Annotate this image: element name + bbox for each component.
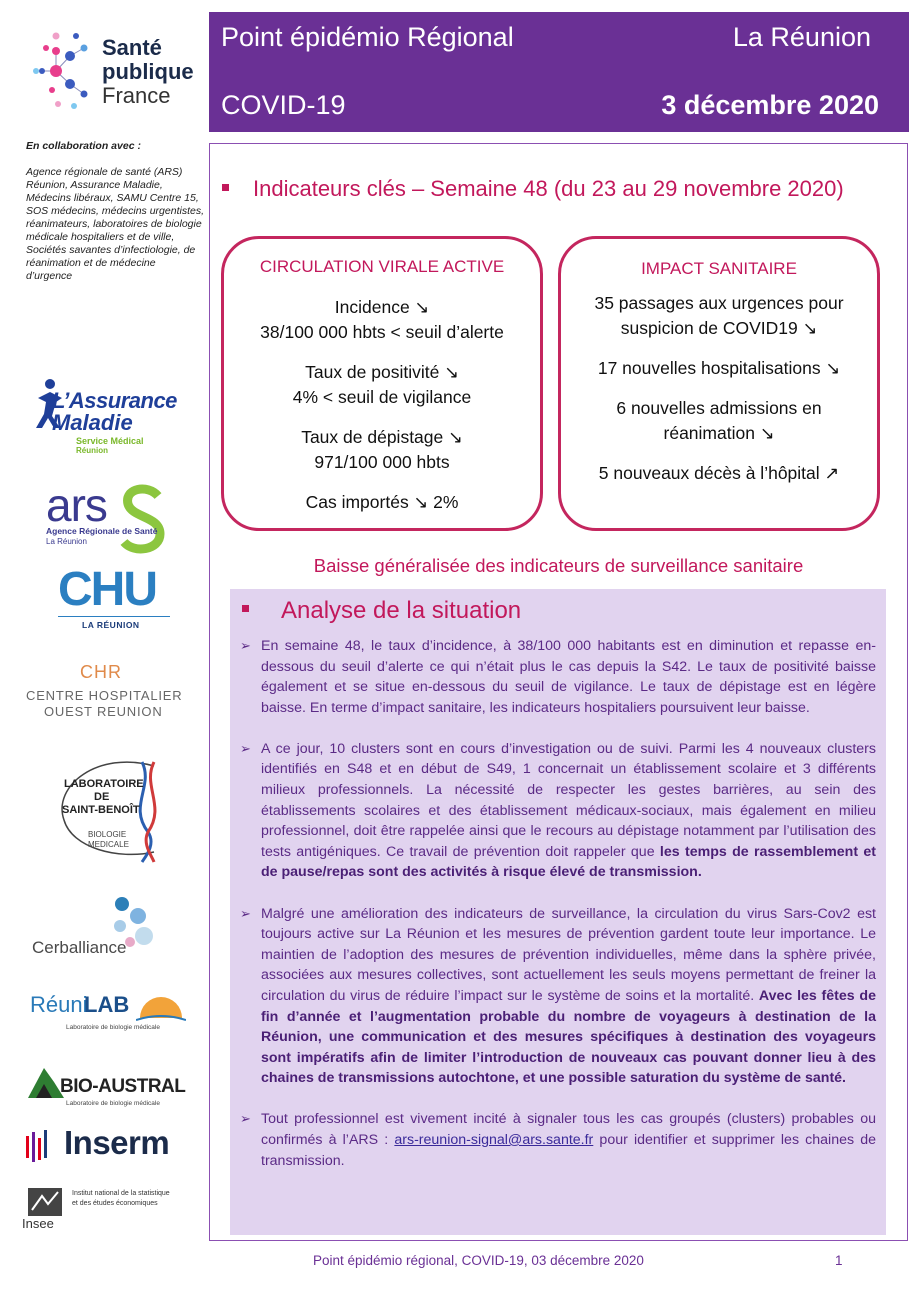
labo-line5: MEDICALE bbox=[88, 840, 129, 849]
assurance-maladie-logo bbox=[26, 366, 186, 458]
labo-line2: DE bbox=[94, 791, 110, 803]
arrow-bullet-icon: ➢ bbox=[240, 1111, 251, 1127]
analysis-paragraph bbox=[240, 904, 876, 1089]
circulation-item bbox=[224, 490, 540, 515]
labo-line4: BIOLOGIE bbox=[88, 830, 127, 839]
spf-line3: France bbox=[102, 83, 171, 108]
impact-item bbox=[561, 356, 877, 381]
insee-line1: Institut national de la statistique bbox=[72, 1190, 170, 1197]
chor-name: CHR bbox=[80, 662, 122, 682]
cerballiance-logo bbox=[32, 892, 162, 964]
ars-sub2: La Réunion bbox=[46, 537, 87, 546]
bio-austral-name: BIO-AUSTRAL bbox=[60, 1076, 186, 1097]
insee-name: Insee bbox=[22, 1216, 54, 1231]
analysis-p1-text: En semaine 48, le taux d’incidence, à 38/100 000 habitants est en diminution et repasse en-dessous du seuil d’alerte ce qui n’était plus le cas depuis la S42. Le taux de positivité baisse également et se situe en-dessous du seuil de vigilance. Le taux de dépistage est en légère baisse. En terme d’impact sanitaire, les indicateurs hospitaliers poursuivent leur baisse. bbox=[261, 638, 876, 716]
reunilab-sun-icon bbox=[136, 994, 186, 1024]
insee-logo bbox=[20, 1186, 200, 1236]
analysis-title bbox=[242, 597, 521, 625]
inserm-bars-icon bbox=[24, 1130, 58, 1170]
chu-logo bbox=[54, 563, 174, 632]
trend-title: Baisse généralisée des indicateurs de surveillance sanitaire bbox=[313, 555, 804, 576]
spf-line1: Santé bbox=[102, 35, 162, 60]
incidence-label: Incidence ↘ bbox=[334, 297, 430, 317]
imported-cases: Cas importés ↘ 2% bbox=[305, 492, 459, 512]
analysis-p4-text-end: pour identifier et supprimer les chaines de transmission. bbox=[261, 1131, 876, 1169]
circulation-item bbox=[224, 360, 540, 410]
arrow-bullet-icon: ➢ bbox=[240, 905, 251, 921]
bio-austral-logo bbox=[26, 1062, 196, 1112]
chu-divider bbox=[58, 616, 170, 617]
impact-box bbox=[558, 236, 880, 531]
er-visits-line1: 35 passages aux urgences pour bbox=[594, 293, 844, 313]
ars-logo bbox=[42, 479, 172, 556]
square-bullet-icon bbox=[242, 605, 249, 612]
analysis-p2-text: A ce jour, 10 clusters sont en cours d’investigation ou de suivi. Parmi les 4 nouveaux clusters identifiés en S48 et en début de S49, 1 concernait un établissement scolaire et 3 différents milieux professionnels. La nécessité de respecter les gestes barrières, au sein des établissements scolaires et des établissement médicaux-sociaux, mais également en milieu professionnel, doit être rappelée ainsi que le recours au dépistage notamment par l’utilisation des tests antigéniques. Ce travail de prévention doit rappeler que bbox=[261, 740, 876, 860]
screening-value: 971/100 000 hbts bbox=[314, 452, 450, 472]
analysis-p3-text: Malgré une amélioration des indicateurs de surveillance, la circulation du virus Sars-Cov2 est toujours active sur La Réunion et les mesures de prévention gardent toute leur importance. Le maintien de l’adoption des mesures de prévention individuelles, même dans la sphère privée, associées aux mesures collectives, sont actuellement les seuls moyens permettant de freiner la circulation du virus de réduire l’impact sur le système de soins et la mortalité. bbox=[261, 905, 876, 1004]
header-subject: COVID-19 bbox=[221, 90, 346, 120]
impact-item bbox=[561, 291, 877, 341]
labo-line3: SAINT-BENOÎT bbox=[62, 804, 140, 816]
incidence-value: 38/100 000 hbts < seuil d’alerte bbox=[260, 322, 504, 342]
er-visits-line2: suspicion de COVID19 ↘ bbox=[620, 318, 818, 338]
square-bullet-icon bbox=[222, 184, 229, 191]
ars-sub1: Agence Régionale de Santé bbox=[46, 526, 158, 536]
inserm-logo bbox=[24, 1126, 194, 1172]
assurance-line1: L’Assurance bbox=[52, 388, 177, 413]
analysis-paragraph bbox=[240, 636, 876, 718]
reunilab-name2: LAB bbox=[84, 992, 130, 1017]
cerballiance-name: Cerballiance bbox=[32, 938, 127, 957]
arrow-bullet-icon: ➢ bbox=[240, 740, 251, 756]
analysis-p2-bold: les temps de rassemblement et de pause/repas sont des activités à risque élevé de transmission. bbox=[261, 843, 876, 881]
analysis-panel bbox=[230, 589, 886, 1235]
hospital-deaths: 5 nouveaux décès à l’hôpital ↗ bbox=[598, 463, 840, 483]
assurance-line3: Service Médical bbox=[76, 436, 144, 446]
collab-title: En collaboration avec : bbox=[26, 140, 141, 152]
spf-dots-icon bbox=[28, 26, 98, 116]
positivity-label: Taux de positivité ↘ bbox=[305, 362, 459, 382]
insee-mark-icon bbox=[28, 1188, 62, 1216]
header-banner bbox=[209, 12, 909, 132]
analysis-paragraph bbox=[240, 739, 876, 883]
ars-s-icon bbox=[118, 484, 168, 556]
chu-sub: LA RÉUNION bbox=[82, 620, 140, 630]
sante-publique-france-logo bbox=[28, 26, 208, 121]
header-date: 3 décembre 2020 bbox=[661, 90, 879, 120]
positivity-value: 4% < seuil de vigilance bbox=[292, 387, 472, 407]
circulation-item bbox=[224, 295, 540, 345]
reunilab-name1: Réuni bbox=[30, 992, 88, 1017]
reunilab-sub: Laboratoire de biologie médicale bbox=[66, 1024, 160, 1031]
impact-heading: IMPACT SANITAIRE bbox=[641, 259, 797, 278]
collab-body: Agence régionale de santé (ARS) Réunion, Assurance Maladie, Médecins libéraux, SAMU Centre 15, SOS médecins, médecins urgentistes, réanimateurs, laboratoires de biologie médicale hospitaliers et de ville, Sociétés savantes d’infectiologie, de réanimation et de médecine d’urgence bbox=[26, 166, 204, 282]
labo-saint-benoit-logo bbox=[58, 756, 168, 864]
page-number: 1 bbox=[835, 1253, 843, 1268]
chor-line1: CENTRE HOSPITALIER bbox=[26, 688, 183, 703]
reunilab-logo bbox=[30, 992, 190, 1042]
icu-line2: réanimation ↘ bbox=[663, 423, 775, 443]
impact-item bbox=[561, 396, 877, 446]
spf-line2: publique bbox=[102, 59, 194, 84]
footer-text: Point épidémio régional, COVID-19, 03 décembre 2020 bbox=[313, 1253, 644, 1268]
circulation-item bbox=[224, 425, 540, 475]
hospitalisations: 17 nouvelles hospitalisations ↘ bbox=[597, 358, 841, 378]
chor-line2: OUEST REUNION bbox=[44, 704, 163, 719]
header-region: La Réunion bbox=[732, 22, 871, 52]
icu-line1: 6 nouvelles admissions en bbox=[616, 398, 822, 418]
analysis-title-text: Analyse de la situation bbox=[281, 597, 522, 624]
assurance-line2: Maladie bbox=[52, 410, 133, 435]
key-indicators-title-text: Indicateurs clés – Semaine 48 (du 23 au 29 novembre 2020) bbox=[253, 176, 844, 201]
analysis-p3-bold: Avec les fêtes de fin d’année et l’augmentation probable du nombre de voyageurs à destination de la Réunion, une communication et des mesures spécifiques à destination des voyageurs sont impératifs afin de limiter l’introduction de nouveaux cas pouvant donner lieu à des chaines de transmissions autochtone, et une possible saturation du système de santé. bbox=[261, 987, 876, 1087]
inserm-name: Inserm bbox=[64, 1124, 170, 1161]
chor-logo bbox=[24, 662, 189, 722]
header-title: Point épidémio Régional bbox=[221, 22, 514, 52]
arrow-bullet-icon: ➢ bbox=[240, 638, 251, 653]
analysis-p4-text: Tout professionnel est vivement incité à signaler tous les cas groupés (clusters) probables ou confirmés à l’ARS : bbox=[261, 1111, 876, 1148]
analysis-paragraph bbox=[240, 1109, 876, 1171]
insee-line2: et des études économiques bbox=[72, 1200, 158, 1207]
circulation-heading: CIRCULATION VIRALE ACTIVE bbox=[259, 257, 505, 276]
impact-item bbox=[561, 461, 877, 486]
ars-name: ars bbox=[46, 479, 107, 531]
analysis-list bbox=[240, 636, 876, 1192]
circulation-box bbox=[221, 236, 543, 531]
assurance-line4: Réunion bbox=[76, 446, 108, 455]
key-indicators-title bbox=[222, 176, 844, 202]
labo-line1: LABORATOIRE bbox=[64, 778, 144, 790]
chu-name: CHU bbox=[58, 563, 156, 616]
bio-austral-sub: Laboratoire de biologie médicale bbox=[66, 1100, 160, 1107]
ars-signal-email-link[interactable]: ars-reunion-signal@ars.sante.fr bbox=[394, 1131, 594, 1148]
screening-label: Taux de dépistage ↘ bbox=[301, 427, 463, 447]
